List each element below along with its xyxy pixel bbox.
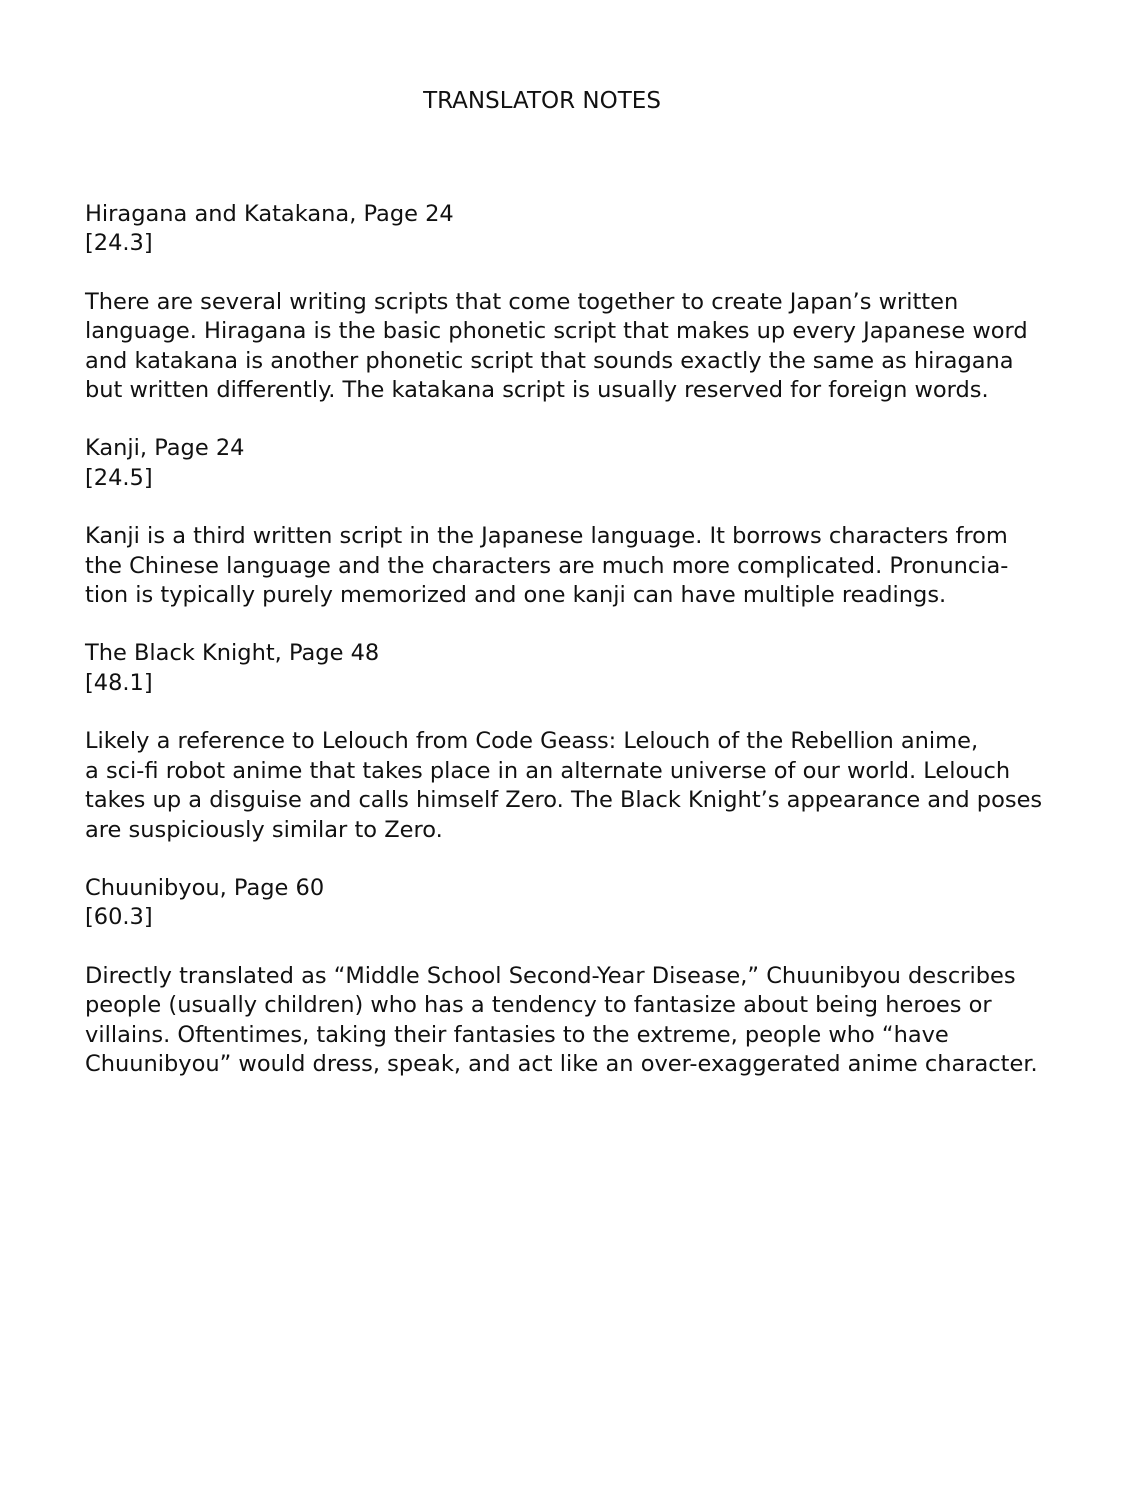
page-title: TRANSLATOR NOTES xyxy=(423,88,661,114)
note-chuunibyou xyxy=(85,874,1075,1079)
note-heading: Kanji, Page 24 xyxy=(85,435,245,462)
note-kanji xyxy=(85,434,1075,610)
note-hiragana-katakana xyxy=(85,200,1075,405)
note-reference: [24.5] xyxy=(85,464,153,491)
note-heading: Hiragana and Katakana, Page 24 xyxy=(85,201,454,227)
note-heading: The Black Knight, Page 48 xyxy=(85,640,380,667)
translator-notes-list xyxy=(85,200,1075,1108)
note-reference: [60.3] xyxy=(85,904,153,931)
note-heading: Chuunibyou, Page 60 xyxy=(85,874,325,901)
note-body: Likely a reference to Lelouch from Code Geass: Lelouch of the Rebellion anime, a sci-fi robot anime that takes place in an alternate universe of our world. Lelouch takes up a disguise and calls himself Zero. The Black Knight’s appearance and poses are suspiciously similar to Zero. xyxy=(85,728,1043,843)
note-body: There are several writing scripts that come together to create Japan’s written language. Hiragana is the basic phonetic script that makes up every Japanese word and katakana is another phonetic script that sounds exactly the same as hiragana but written differently. The katakana script is usually reserved for foreign words. xyxy=(85,288,1028,404)
note-reference: [24.3] xyxy=(85,230,153,257)
note-body: Directly translated as “Middle School Second-Year Disease,” Chuunibyou describes people (usually children) who has a tendency to fantasize about being heroes or villains. Oftentimes, taking their fantasies to the extreme, people who “have Chuunibyou” would dress, speak, and act like an over-exaggerated anime character. xyxy=(85,962,1038,1077)
note-reference: [48.1] xyxy=(85,669,153,696)
note-black-knight xyxy=(85,639,1075,844)
note-body: Kanji is a third written script in the Japanese language. It borrows characters from the Chinese language and the characters are much more complicated. Pronuncia- tion is typically purely memorized and one kanji can have multiple readings. xyxy=(85,523,1009,609)
